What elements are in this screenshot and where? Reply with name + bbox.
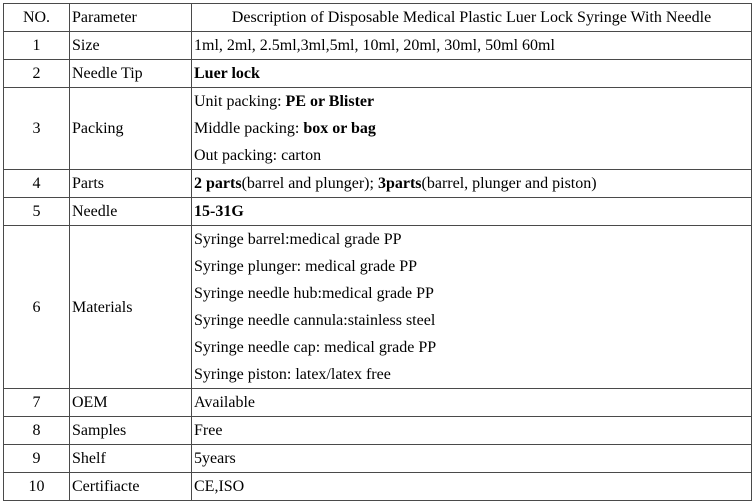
- description-line: [194, 253, 749, 280]
- description-text: Available: [194, 394, 256, 411]
- description-text: Syringe needle cap: medical grade PP: [194, 339, 437, 356]
- row-parameter: Materials: [70, 226, 192, 389]
- table-row: [4, 32, 752, 60]
- description-line: [194, 142, 749, 169]
- description-text: 1ml, 2ml, 2.5ml,3ml,5ml, 10ml, 20ml, 30ml, 50ml 60ml: [194, 37, 555, 54]
- description-text-bold: 2 parts: [194, 175, 242, 192]
- header-no: NO.: [4, 4, 70, 32]
- description-text-bold: 15-31G: [194, 203, 244, 220]
- row-description: [192, 32, 752, 60]
- description-text: Syringe needle cannula:stainless steel: [194, 312, 436, 329]
- row-parameter: Shelf: [70, 445, 192, 473]
- row-parameter: Samples: [70, 417, 192, 445]
- table-row: [4, 389, 752, 417]
- description-line: [194, 170, 749, 197]
- row-parameter: Size: [70, 32, 192, 60]
- description-line: [194, 445, 749, 472]
- row-number: 5: [4, 198, 70, 226]
- description-text: Syringe piston: latex/latex free: [194, 366, 391, 383]
- description-text: Syringe needle hub:medical grade PP: [194, 285, 434, 302]
- row-parameter: Parts: [70, 170, 192, 198]
- description-text: CE,ISO: [194, 478, 245, 495]
- row-number: 3: [4, 88, 70, 170]
- description-text-bold: box or bag: [303, 120, 376, 137]
- description-text: Free: [194, 422, 223, 439]
- row-parameter: Needle Tip: [70, 60, 192, 88]
- description-line: [194, 32, 749, 59]
- description-line: [194, 226, 749, 253]
- row-parameter: Needle: [70, 198, 192, 226]
- description-line: [194, 280, 749, 307]
- row-parameter: Packing: [70, 88, 192, 170]
- row-description: [192, 198, 752, 226]
- description-text: (barrel and plunger);: [241, 175, 378, 192]
- description-text: Out packing: carton: [194, 147, 322, 164]
- specification-table-body: [4, 4, 752, 501]
- table-row: [4, 198, 752, 226]
- row-number: 7: [4, 389, 70, 417]
- description-line: [194, 307, 749, 334]
- description-line: [194, 389, 749, 416]
- description-line: [194, 198, 749, 225]
- description-text: (barrel, plunger and piston): [421, 175, 597, 192]
- description-text: Middle packing:: [194, 120, 304, 137]
- row-number: 2: [4, 60, 70, 88]
- description-text: Unit packing:: [194, 93, 286, 110]
- header-parameter: Parameter: [70, 4, 192, 32]
- table-row: [4, 445, 752, 473]
- row-description: [192, 88, 752, 170]
- row-number: 4: [4, 170, 70, 198]
- description-text: 5years: [194, 450, 236, 467]
- row-number: 10: [4, 473, 70, 501]
- row-description: [192, 445, 752, 473]
- row-description: [192, 417, 752, 445]
- description-line: [194, 115, 749, 142]
- row-description: [192, 226, 752, 389]
- table-row: [4, 417, 752, 445]
- description-text-bold: 3parts: [377, 175, 422, 192]
- table-header-row: [4, 4, 752, 32]
- description-text: Syringe plunger: medical grade PP: [194, 258, 418, 275]
- table-row: [4, 170, 752, 198]
- table-row: [4, 473, 752, 501]
- row-number: 8: [4, 417, 70, 445]
- description-text-bold: PE or Blister: [285, 93, 375, 110]
- row-number: 1: [4, 32, 70, 60]
- description-text-bold: Luer lock: [194, 65, 260, 82]
- description-line: [194, 361, 749, 388]
- row-parameter: Certifiacte: [70, 473, 192, 501]
- header-description: Description of Disposable Medical Plastic Luer Lock Syringe With Needle: [192, 4, 752, 32]
- row-number: 9: [4, 445, 70, 473]
- description-line: [194, 417, 749, 444]
- table-row: [4, 88, 752, 170]
- description-line: [194, 88, 749, 115]
- description-line: [194, 60, 749, 87]
- description-line: [194, 334, 749, 361]
- row-description: [192, 170, 752, 198]
- row-parameter: OEM: [70, 389, 192, 417]
- row-description: [192, 389, 752, 417]
- description-text: Syringe barrel:medical grade PP: [194, 231, 402, 248]
- specification-table: [3, 3, 752, 501]
- row-description: [192, 473, 752, 501]
- table-row: [4, 226, 752, 389]
- table-row: [4, 60, 752, 88]
- row-number: 6: [4, 226, 70, 389]
- description-line: [194, 473, 749, 500]
- row-description: [192, 60, 752, 88]
